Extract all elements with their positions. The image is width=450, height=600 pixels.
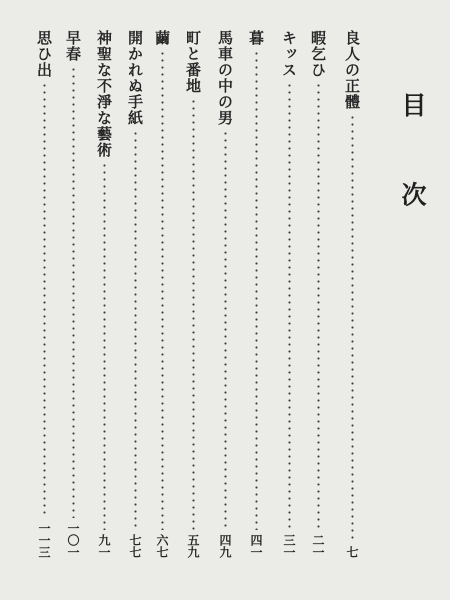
toc-entry-page: 五九 <box>186 534 200 558</box>
dot-leader <box>224 130 227 530</box>
toc-entry-10[interactable] <box>60 30 86 558</box>
toc-entry-page: 一一三 <box>37 522 51 558</box>
dot-leader <box>351 114 354 542</box>
dot-leader <box>161 50 164 530</box>
toc-entry-11[interactable] <box>31 30 57 558</box>
dot-leader <box>288 82 291 530</box>
toc-entry-title: 思ひ出 <box>35 30 53 78</box>
toc-entry-page: 九一 <box>97 534 111 558</box>
dot-leader <box>317 82 320 530</box>
toc-entry-title: キッス <box>280 30 298 78</box>
toc-entry-page: 七七 <box>128 534 142 558</box>
toc-entry-2[interactable] <box>305 30 331 558</box>
dot-leader <box>43 82 46 518</box>
toc-entry-page: 四一 <box>249 534 263 558</box>
toc-entry-title: 良人の正體 <box>343 30 361 110</box>
dot-leader <box>134 130 137 530</box>
toc-entry-page: 七 <box>345 546 359 558</box>
toc-entry-7[interactable] <box>149 30 175 558</box>
toc-entry-page: 一〇一 <box>66 522 80 558</box>
dot-leader <box>72 66 75 518</box>
toc-entry-title: 町と番地 <box>184 30 202 94</box>
toc-entry-page: 六七 <box>155 534 169 558</box>
toc-entry-6[interactable] <box>180 30 206 558</box>
toc-entry-3[interactable] <box>276 30 302 558</box>
dot-leader <box>192 98 195 530</box>
toc-entry-1[interactable] <box>339 30 365 558</box>
toc-entry-9[interactable] <box>91 30 117 558</box>
toc-entry-title: 繭 <box>153 30 171 46</box>
toc-entry-5[interactable] <box>212 30 238 558</box>
toc-entry-title: 馬車の中の男 <box>216 30 234 126</box>
toc-entry-title: 開かれぬ手紙 <box>126 30 144 126</box>
toc-entry-title: 暮 <box>247 30 265 46</box>
toc-entry-page: 三一 <box>282 534 296 558</box>
toc-entry-8[interactable] <box>122 30 148 558</box>
toc-entry-page: 二一 <box>311 534 325 558</box>
dot-leader <box>103 162 106 530</box>
toc-entry-title: 神聖な不淨な藝術 <box>95 30 113 158</box>
toc-entry-4[interactable] <box>243 30 269 558</box>
dot-leader <box>255 50 258 530</box>
toc-entry-page: 四九 <box>218 534 232 558</box>
toc-entry-title: 暇乞ひ <box>309 30 327 78</box>
toc-entry-title: 早春 <box>64 30 82 62</box>
page-title: 目 次 <box>398 92 427 235</box>
